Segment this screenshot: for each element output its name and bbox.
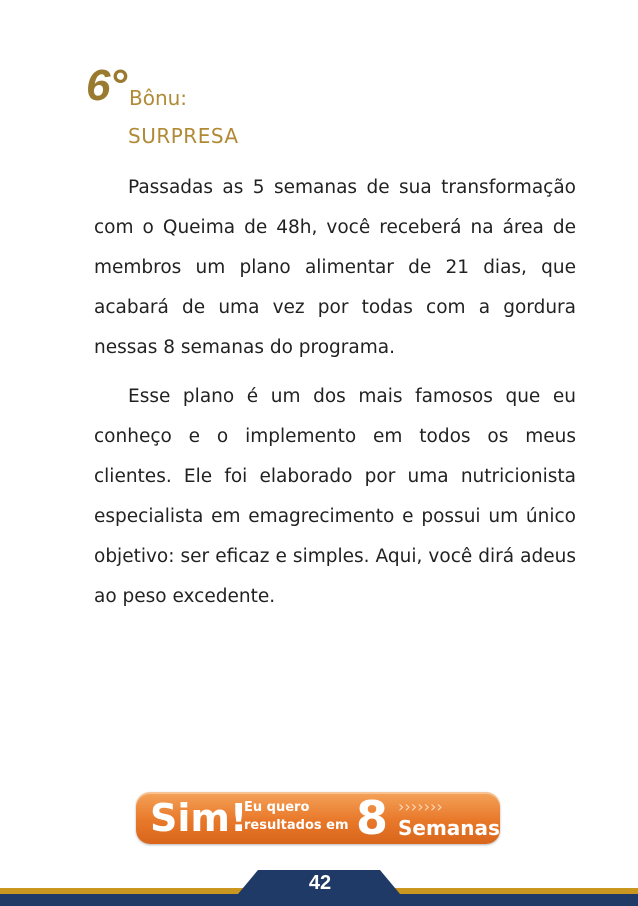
heading-label: Bônu: xyxy=(129,86,188,110)
cta-button[interactable] xyxy=(136,792,500,844)
page-number: 42 xyxy=(308,872,332,894)
heading-number: 6° xyxy=(86,61,127,110)
paragraph-2: Esse plano é um dos mais famosos que eu conheço e o implemento em todos os meus clientes. Ele foi elaborado por uma nutricionista especialista em emagrecimento e possui um único objetivo: ser eficaz e simples. Aqui, você dirá adeus ao peso excedente. xyxy=(94,386,576,607)
body-text xyxy=(94,168,576,626)
chevrons-icon: ››››››› xyxy=(398,797,443,816)
heading-subtitle: SURPRESA xyxy=(128,124,239,148)
cta-eight: 8 xyxy=(356,791,389,845)
footer-navy-strip xyxy=(0,894,638,906)
cta-sim-label: Sim! xyxy=(150,796,248,840)
paragraph-1: Passadas as 5 semanas de sua transformação com o Queima de 48h, você receberá na área de membros um plano alimentar de 21 dias, que acabará de uma vez por todas com a gordura nessas 8 semanas do programa. xyxy=(94,177,576,358)
cta-line2: resultados em xyxy=(244,818,349,833)
cta-line1: Eu quero xyxy=(244,800,310,815)
cta-semanas: Semanas xyxy=(398,816,500,840)
